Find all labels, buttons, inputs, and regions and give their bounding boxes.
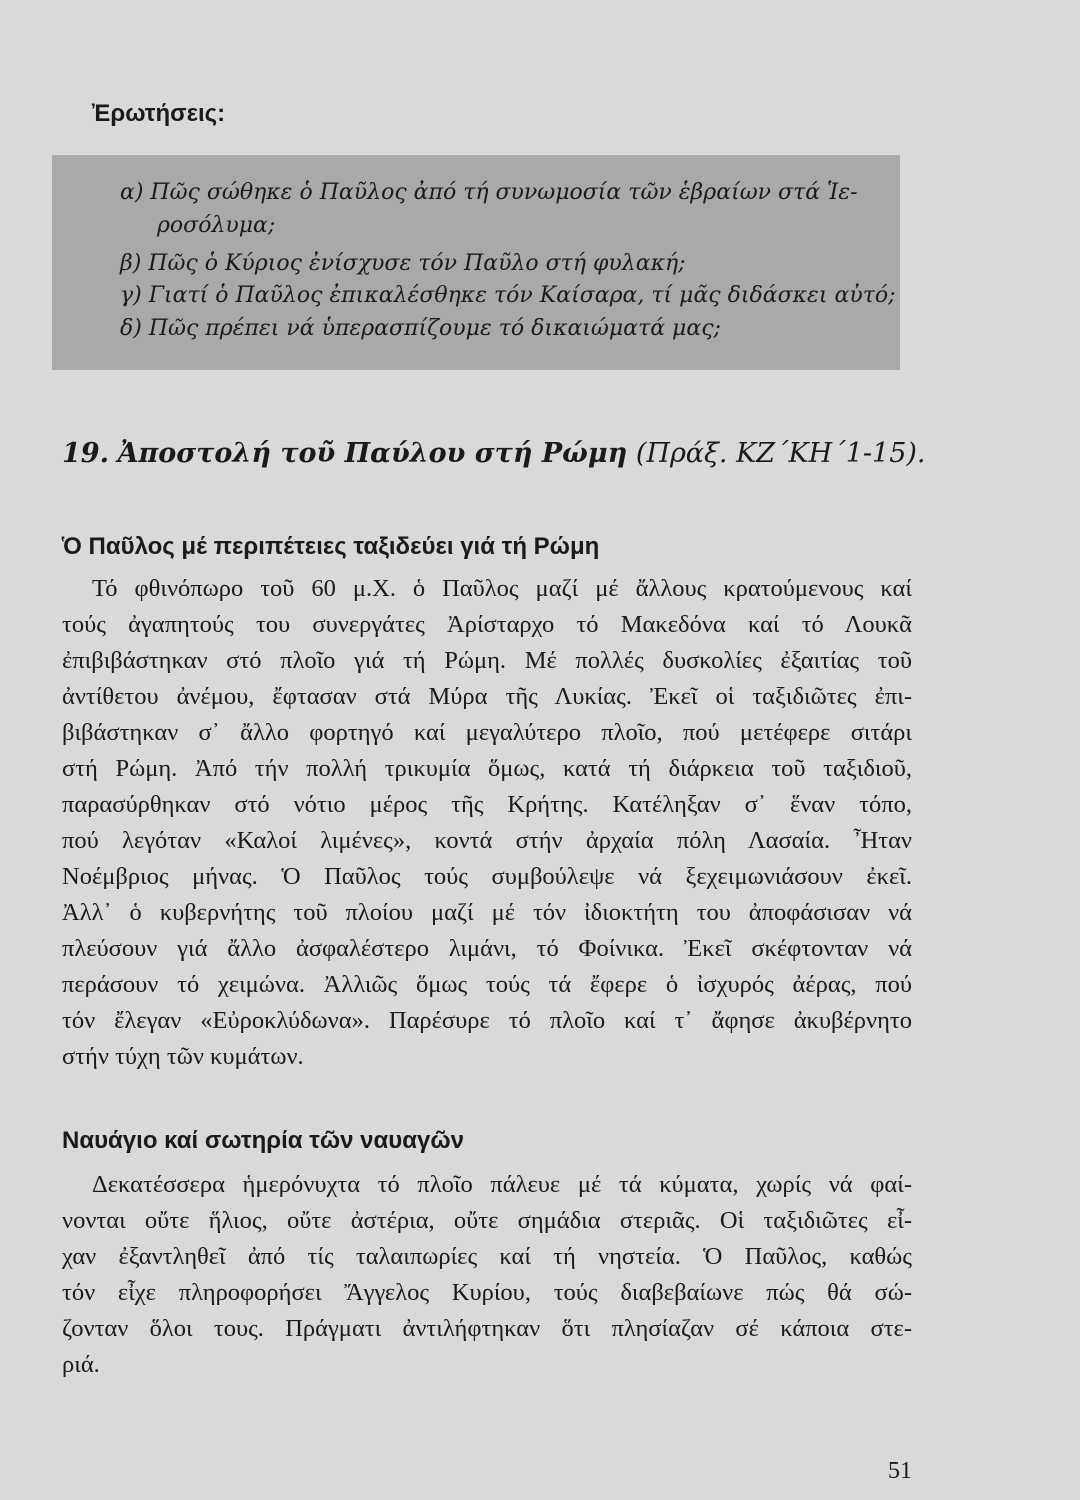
- paragraph-line: περάσουν τό χειμώνα. Ἀλλιῶς ὅμως τούς τά ἔφερε ὁ ἰσχυρός ἀέρας, πού: [62, 971, 912, 998]
- paragraph-line: Ἀλλ᾽ ὁ κυβερνήτης τοῦ πλοίου μαζί μέ τόν ἰδιοκτήτη του ἀποφάσισαν νά: [62, 899, 912, 926]
- paragraph-line: χαν ἐξαντληθεῖ ἀπό τίς ταλαιπωρίες καί τή νηστεία. Ὁ Παῦλος, καθώς: [62, 1243, 912, 1270]
- section-heading-2: Ναυάγιο καί σωτηρία τῶν ναυαγῶν: [62, 1127, 464, 1154]
- paragraph-line: τούς ἀγαπητούς του συνεργάτες Ἀρίσταρχο τό Μακεδόνα καί τό Λουκᾶ: [62, 611, 912, 638]
- paragraph-line: ἐπιβιβάστηκαν στό πλοῖο γιά τή Ρώμη. Μέ πολλές δυσκολίες ἐξαιτίας τοῦ: [62, 647, 912, 674]
- lesson-title: [62, 438, 926, 469]
- paragraph-line: στήν τύχη τῶν κυμάτων.: [62, 1043, 304, 1070]
- paragraph-line: Δεκατέσσερα ἡμερόνυχτα τό πλοῖο πάλευε μέ τά κύματα, χωρίς νά φαί-: [92, 1171, 912, 1198]
- question-a-continued: ροσόλυμα;: [157, 213, 276, 238]
- paragraph-line: τόν ἔλεγαν «Εὐροκλύδωνα». Παρέσυρε τό πλοῖο καί τ᾽ ἄφησε ἀκυβέρνητο: [62, 1007, 912, 1034]
- paragraph-line: πού λεγόταν «Καλοί λιμένες», κοντά στήν ἀρχαία πόλη Λασαία. Ἦταν: [62, 827, 912, 854]
- paragraph-line: ζονταν ὅλοι τους. Πράγματι ἀντιλήφτηκαν ὅτι πλησίαζαν σέ κάποια στε-: [62, 1315, 912, 1342]
- lesson-number: 19.: [62, 438, 109, 469]
- question-a: α) Πῶς σώθηκε ὁ Παῦλος ἀπό τή συνωμοσία τῶν ἑβραίων στά Ἱε-: [120, 180, 858, 205]
- paragraph-line: Τό φθινόπωρο τοῦ 60 μ.Χ. ὁ Παῦλος μαζί μέ ἄλλους κρατούμενους καί: [92, 575, 912, 602]
- lesson-reference: (Πράξ. ΚΖ΄ΚΗ΄1-15).: [635, 438, 926, 469]
- paragraph-line: στή Ρώμη. Ἀπό τήν πολλή τρικυμία ὅμως, κατά τή διάρκεια τοῦ ταξιδιοῦ,: [62, 755, 912, 782]
- paragraph-line: τόν εἶχε πληροφορήσει Ἄγγελος Κυρίου, τούς διαβεβαίωνε πώς θά σώ-: [62, 1279, 912, 1306]
- question-c: γ) Γιατί ὁ Παῦλος ἐπικαλέσθηκε τόν Καίσαρα, τί μᾶς διδάσκει αὐτό;: [120, 283, 896, 308]
- question-d: δ) Πῶς πρέπει νά ὑπερασπίζουμε τό δικαιώματά μας;: [120, 316, 721, 341]
- question-b: β) Πῶς ὁ Κύριος ἐνίσχυσε τόν Παῦλο στή φυλακή;: [120, 251, 686, 276]
- paragraph-line: πλεύσουν γιά ἄλλο ἀσφαλέστερο λιμάνι, τό Φοίνικα. Ἐκεῖ σκέφτονταν νά: [62, 935, 912, 962]
- lesson-title-text: Ἀποστολή τοῦ Παύλου στή Ρώμη: [117, 438, 628, 469]
- paragraph-line: παρασύρθηκαν στό νότιο μέρος τῆς Κρήτης. Κατέληξαν σ᾽ ἕναν τόπο,: [62, 791, 912, 818]
- paragraph-line: Νοέμβριος μήνας. Ὁ Παῦλος τούς συμβούλεψε νά ξεχειμωνιάσουν ἐκεῖ.: [62, 863, 912, 890]
- paragraph-line: νονται οὔτε ἥλιος, οὔτε ἀστέρια, οὔτε σημάδια στεριᾶς. Οἱ ταξιδιῶτες εἶ-: [62, 1207, 912, 1234]
- questions-heading: Ἐρωτήσεις:: [92, 100, 226, 127]
- page-number: 51: [888, 1458, 912, 1484]
- paragraph-line: ἀντίθετου ἀνέμου, ἔφτασαν στά Μύρα τῆς Λυκίας. Ἐκεῖ οἱ ταξιδιῶτες ἐπι-: [62, 683, 912, 710]
- paragraph-line: βιβάστηκαν σ᾽ ἄλλο φορτηγό καί μεγαλύτερο πλοῖο, πού μετέφερε σιτάρι: [62, 719, 912, 746]
- section-heading-1: Ὁ Παῦλος μέ περιπέτειες ταξιδεύει γιά τή Ρώμη: [62, 533, 600, 560]
- paragraph-line: ριά.: [62, 1351, 100, 1378]
